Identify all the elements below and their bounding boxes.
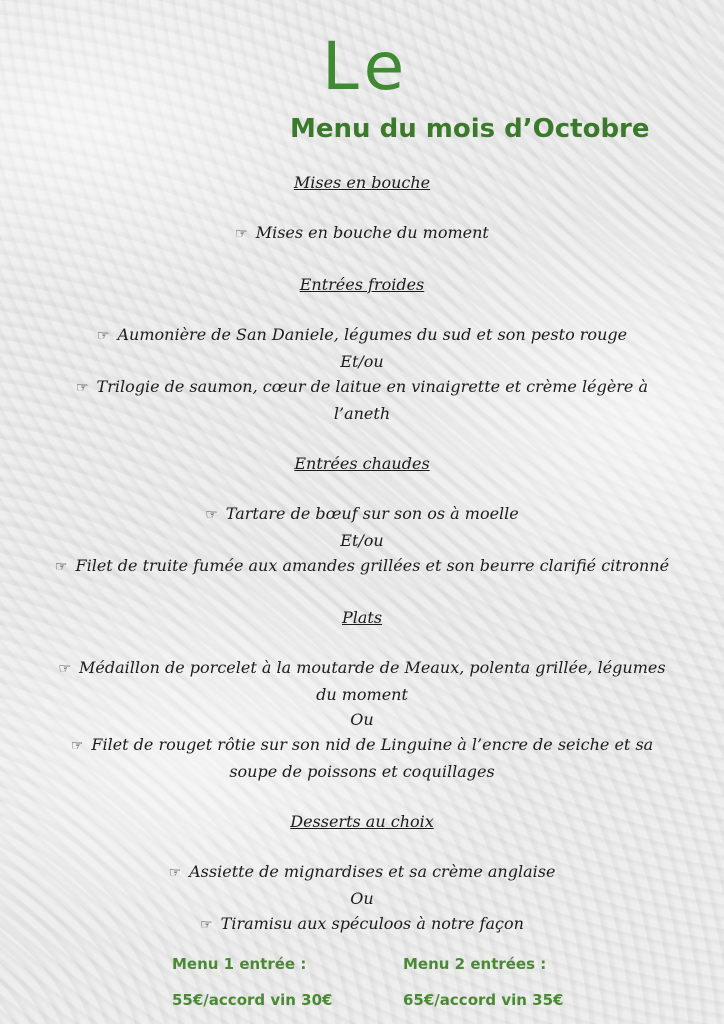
page-title: Menu du mois d’Octobre — [290, 114, 650, 144]
dish-text-continued: soupe de poissons et coquillages — [229, 762, 495, 781]
pointing-hand-icon: ☞ — [70, 738, 84, 754]
dish-text: Assiette de mignardises et sa crème anglaise — [189, 862, 556, 881]
section-desserts — [30, 809, 694, 938]
section-heading: Desserts au choix — [290, 812, 434, 831]
connector-text: Ou — [350, 889, 374, 908]
dish-line — [30, 553, 694, 580]
pointing-hand-icon: ☞ — [200, 917, 213, 933]
dish-text: Tartare de bœuf sur son os à moelle — [225, 504, 519, 523]
pointing-hand-icon: ☞ — [168, 865, 182, 881]
price-block-menu-2 — [403, 946, 564, 1018]
dish-line — [30, 374, 694, 401]
dish-text-continued: l’aneth — [333, 404, 391, 423]
dish-text-continued: du moment — [316, 685, 408, 704]
section-plats — [30, 605, 694, 784]
price-value: 65€/accord vin 35€ — [403, 991, 564, 1009]
dish-text: Filet de truite fumée aux amandes grillées et son beurre clarifié citronné — [75, 556, 670, 575]
pointing-hand-icon: ☞ — [205, 507, 218, 523]
section-heading: Entrées chaudes — [294, 454, 430, 473]
section-heading: Mises en bouche — [293, 173, 431, 192]
connector-text: Et/ou — [340, 352, 384, 371]
dish-text: Aumonière de San Daniele, légumes du sud et son pesto rouge — [117, 325, 628, 344]
section-entrees-froides — [30, 272, 694, 426]
price-label: Menu 2 entrées : — [403, 955, 547, 973]
dish-line — [30, 732, 694, 759]
pointing-hand-icon: ☞ — [75, 380, 89, 396]
section-heading: Plats — [341, 608, 383, 627]
price-block-menu-1 — [172, 946, 333, 1018]
dish-text: Médaillon de porcelet à la moutarde de Meaux, polenta grillée, légumes — [78, 658, 666, 677]
dish-text: Trilogie de saumon, cœur de laitue en vinaigrette et crème légère à — [96, 377, 649, 396]
dish-line — [30, 911, 694, 938]
connector-text: Et/ou — [340, 531, 384, 550]
dish-text: Tiramisu aux spéculoos à notre façon — [220, 914, 524, 933]
menu-body — [30, 170, 694, 963]
pointing-hand-icon: ☞ — [96, 328, 110, 344]
title-le: Le — [322, 28, 411, 105]
dish-line — [30, 655, 694, 682]
pointing-hand-icon: ☞ — [54, 559, 68, 575]
dish-line — [30, 322, 694, 349]
section-heading: Entrées froides — [299, 275, 425, 294]
dish-line — [30, 220, 694, 247]
pointing-hand-icon: ☞ — [235, 226, 248, 242]
section-mises-en-bouche — [30, 170, 694, 247]
pointing-hand-icon: ☞ — [58, 661, 71, 677]
dish-text: Mises en bouche du moment — [255, 223, 489, 242]
connector-text: Ou — [350, 710, 374, 729]
section-entrees-chaudes — [30, 451, 694, 580]
dish-text: Filet de rouget rôtie sur son nid de Linguine à l’encre de seiche et sa — [91, 735, 654, 754]
dish-line — [30, 501, 694, 528]
price-value: 55€/accord vin 30€ — [172, 991, 333, 1009]
price-label: Menu 1 entrée : — [172, 955, 307, 973]
dish-line — [30, 859, 694, 886]
